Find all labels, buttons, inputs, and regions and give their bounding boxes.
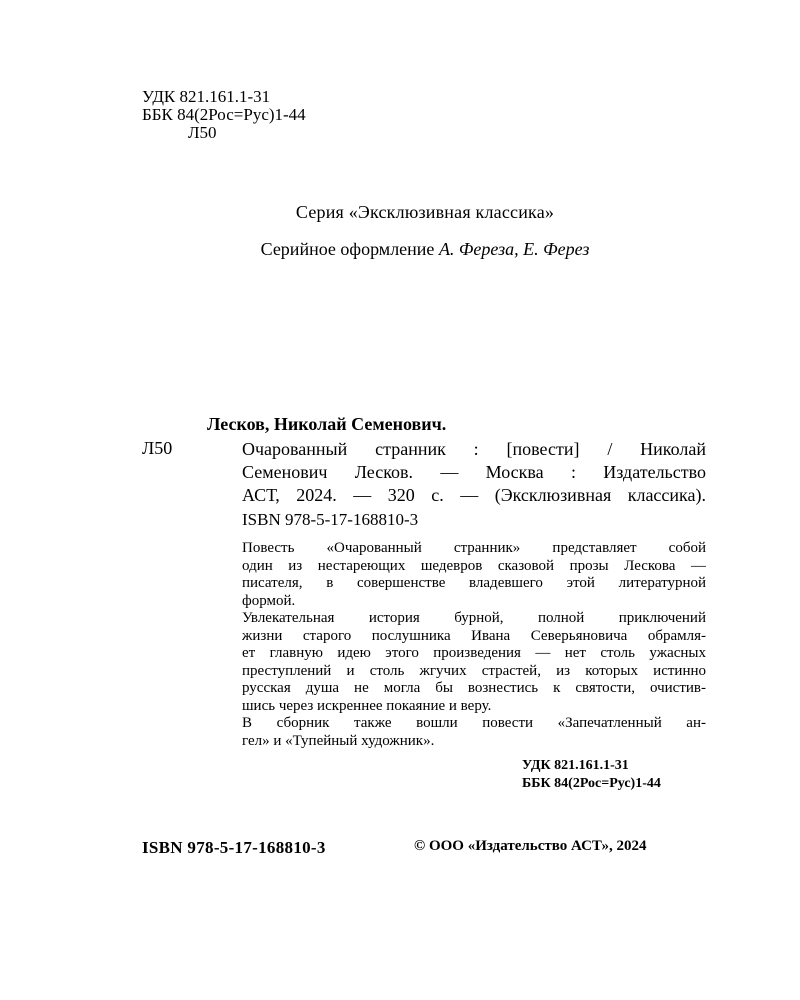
annotation-line: жизни старого послушника Ивана Северьяновича обрамля-: [242, 627, 706, 644]
annotation-line: преступлений и столь жгучих страстей, из которых истинно: [242, 662, 706, 679]
udk-code-top: УДК 821.161.1-31: [142, 87, 271, 106]
annotation-line: Повесть «Очарованный странник» представляет собой: [242, 540, 706, 556]
bibliographic-line: Очарованный странник : [повести] / Николай: [242, 439, 706, 459]
isbn-bibliographic: ISBN 978-5-17-168810-3: [242, 510, 419, 529]
annotation-line: шись через искреннее покаяние и веру.: [242, 697, 492, 714]
annotation-line: формой.: [242, 592, 296, 609]
series-title: Серия «Эксклюзивная классика»: [295, 202, 555, 222]
annotation-line: Увлекательная история бурной, полной приключений: [242, 610, 706, 626]
annotation-line: В сборник также вошли повести «Запечатленный ан-: [242, 715, 706, 731]
design-credit-names: А. Фереза, Е. Ферез: [438, 239, 590, 259]
bibliographic-line: АСТ, 2024. — 320 с. — (Эксклюзивная классика).: [242, 485, 706, 505]
classification-codes-right: [522, 757, 661, 793]
copyright-notice: © ООО «Издательство АСТ», 2024: [414, 838, 647, 854]
isbn-footer: ISBN 978-5-17-168810-3: [142, 838, 326, 857]
bbk-code-right: ББК 84(2Рос=Рус)1-44: [522, 776, 661, 791]
bibliographic-line: Семенович Лесков. — Москва : Издательство: [242, 462, 706, 482]
annotation-line: гел» и «Тупейный художник».: [242, 732, 435, 749]
bibliographic-description: [242, 438, 706, 507]
annotation-line: ет главную идею этого произведения — нет столь ужасных: [242, 645, 706, 661]
bbk-code-top: ББК 84(2Рос=Рус)1-44: [142, 105, 306, 124]
author-mark-bibliographic: Л50: [142, 438, 173, 458]
author-mark-top: Л50: [188, 123, 217, 142]
annotation-line: русская душа не могла бы вознестись к святости, очистив-: [242, 680, 706, 696]
design-credit-prefix: Серийное оформление: [260, 239, 439, 259]
annotation: [242, 540, 706, 750]
series-design-credit: [0, 239, 800, 260]
author-heading: Лесков, Николай Семенович.: [207, 414, 447, 434]
udk-code-right: УДК 821.161.1-31: [522, 758, 629, 773]
annotation-line: писателя, в совершенстве владевшего этой литературной: [242, 575, 706, 591]
annotation-line: один из нестареющих шедевров сказовой прозы Лескова —: [242, 557, 706, 574]
